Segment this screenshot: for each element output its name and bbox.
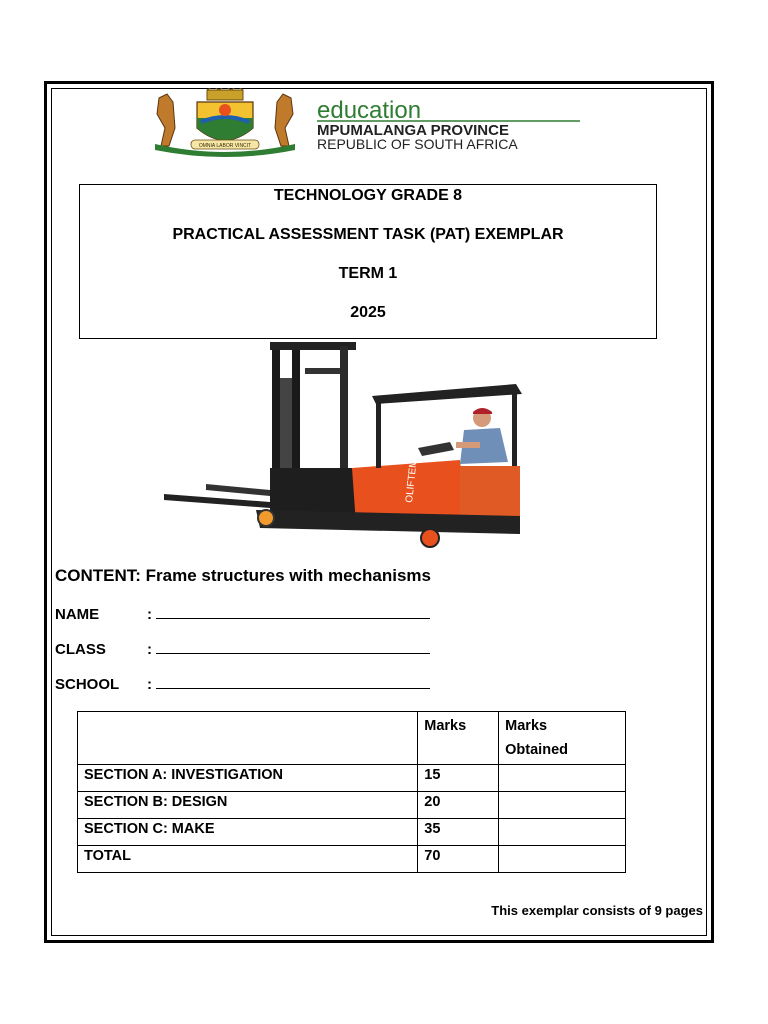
page-count-note: This exemplar consists of 9 pages bbox=[491, 903, 703, 918]
section-name: SECTION A: INVESTIGATION bbox=[78, 765, 418, 792]
logo-word: education bbox=[317, 97, 422, 124]
school-colon: : bbox=[147, 676, 152, 693]
class-label: CLASS bbox=[55, 641, 106, 658]
name-label: NAME bbox=[55, 606, 100, 623]
logo-line1: MPUMALANGA PROVINCE bbox=[317, 122, 509, 139]
forklift-brand: OLIFTEM bbox=[404, 459, 420, 504]
svg-text:OMNIA LABOR VINCIT: OMNIA LABOR VINCIT bbox=[198, 143, 252, 149]
forklift-image bbox=[160, 338, 530, 553]
school-line[interactable] bbox=[156, 676, 430, 689]
section-name: TOTAL bbox=[78, 846, 418, 873]
class-colon: : bbox=[147, 641, 152, 658]
section-name: SECTION C: MAKE bbox=[78, 819, 418, 846]
school-label: SCHOOL bbox=[55, 676, 120, 693]
content-heading: CONTENT: Frame structures with mechanisms bbox=[55, 566, 431, 585]
class-line[interactable] bbox=[156, 641, 430, 654]
section-obtained[interactable] bbox=[499, 765, 626, 792]
section-marks: 70 bbox=[418, 846, 499, 873]
logo-line2: REPUBLIC OF SOUTH AFRICA bbox=[317, 136, 518, 152]
table-row bbox=[78, 846, 626, 873]
name-field[interactable] bbox=[55, 606, 430, 623]
title-subject: TECHNOLOGY GRADE 8 bbox=[273, 187, 463, 204]
school-field[interactable] bbox=[55, 676, 430, 693]
coat-of-arms-icon bbox=[155, 88, 295, 157]
section-obtained[interactable] bbox=[499, 846, 626, 873]
header-blank bbox=[78, 712, 418, 765]
title-task: PRACTICAL ASSESSMENT TASK (PAT) EXEMPLAR bbox=[172, 226, 564, 243]
header-marks-obtained: Marks Obtained bbox=[499, 712, 626, 765]
section-name: SECTION B: DESIGN bbox=[78, 792, 418, 819]
header-marks: Marks bbox=[418, 712, 499, 765]
table-row bbox=[78, 819, 626, 846]
table-header-row bbox=[78, 712, 626, 765]
section-obtained[interactable] bbox=[499, 792, 626, 819]
name-colon: : bbox=[147, 606, 152, 623]
name-line[interactable] bbox=[156, 606, 430, 619]
marks-table bbox=[77, 711, 626, 873]
table-row bbox=[78, 792, 626, 819]
class-field[interactable] bbox=[55, 641, 430, 658]
title-year: 2025 bbox=[350, 304, 386, 321]
table-row bbox=[78, 765, 626, 792]
education-mpumalanga-logo bbox=[145, 88, 595, 158]
section-obtained[interactable] bbox=[499, 819, 626, 846]
title-box bbox=[79, 184, 657, 339]
section-marks: 15 bbox=[418, 765, 499, 792]
section-marks: 35 bbox=[418, 819, 499, 846]
title-term: TERM 1 bbox=[338, 265, 398, 282]
section-marks: 20 bbox=[418, 792, 499, 819]
